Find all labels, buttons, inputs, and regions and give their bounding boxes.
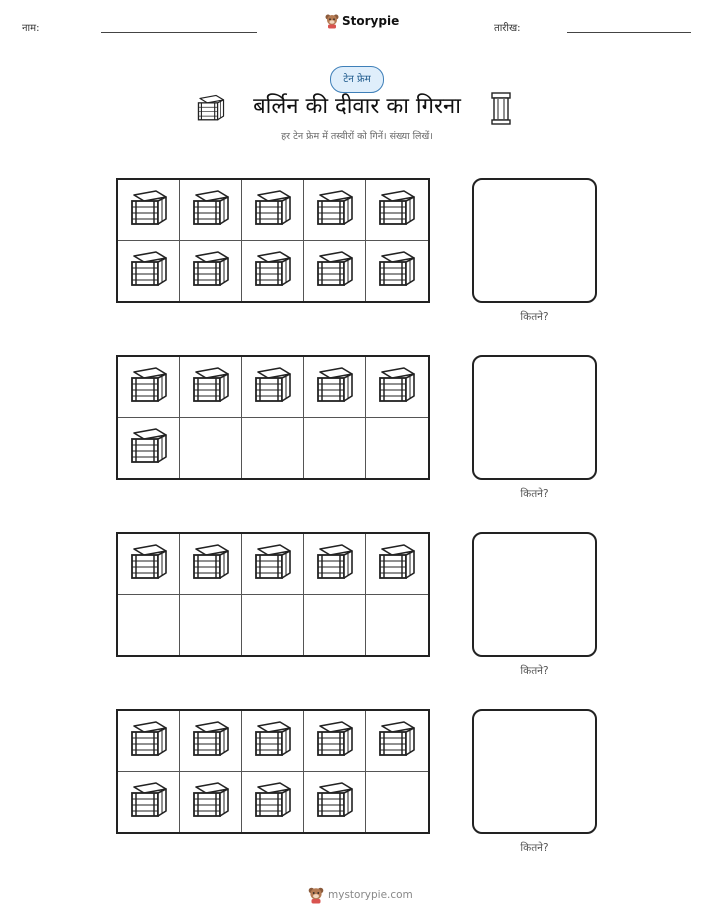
frame-cell	[366, 180, 428, 241]
ten-frame-1	[116, 178, 430, 303]
frame-cell	[242, 180, 304, 241]
bear-mascot-icon	[308, 886, 324, 904]
frame-cell	[118, 772, 180, 833]
wooden-crate-icon	[376, 543, 418, 585]
instructions: हर टेन फ्रेम में तस्वीरों को गिनें। संख्या लिखें।	[281, 131, 433, 142]
frame-cell	[118, 595, 180, 656]
frame-cell	[118, 180, 180, 241]
wooden-crate-icon	[195, 94, 227, 122]
frame-cell	[242, 357, 304, 418]
answer-box-3[interactable]	[472, 532, 597, 657]
wooden-crate-icon	[314, 250, 356, 292]
wooden-crate-icon	[376, 250, 418, 292]
ten-frame-badge: टेन फ्रेम	[330, 66, 384, 93]
wooden-crate-icon	[190, 189, 232, 231]
footer	[308, 886, 413, 904]
wooden-crate-icon	[314, 720, 356, 762]
answer-box-1[interactable]	[472, 178, 597, 303]
frame-cell	[366, 595, 428, 656]
bear-mascot-icon	[325, 13, 339, 29]
frame-cell	[180, 180, 242, 241]
frame-cell	[180, 711, 242, 772]
frame-cell	[242, 711, 304, 772]
date-label: तारीख:	[494, 23, 521, 34]
wooden-crate-icon	[190, 781, 232, 823]
frame-cell	[366, 772, 428, 833]
brand-name: Storypie	[342, 14, 400, 28]
frame-cell	[304, 772, 366, 833]
frame-cell	[366, 241, 428, 302]
wooden-crate-icon	[128, 543, 170, 585]
wooden-crate-icon	[376, 189, 418, 231]
ten-frame-2	[116, 355, 430, 480]
count-prompt-2: कितने?	[520, 488, 549, 500]
answer-box-4[interactable]	[472, 709, 597, 834]
frame-cell	[118, 357, 180, 418]
wooden-crate-icon	[376, 720, 418, 762]
wooden-crate-icon	[314, 543, 356, 585]
frame-cell	[118, 241, 180, 302]
frame-cell	[242, 772, 304, 833]
name-line[interactable]	[101, 32, 257, 33]
wooden-crate-icon	[252, 366, 294, 408]
ten-frame-3	[116, 532, 430, 657]
count-prompt-1: कितने?	[520, 311, 549, 323]
frame-cell	[242, 241, 304, 302]
frame-cell	[180, 241, 242, 302]
wall-pillar-icon	[490, 91, 512, 125]
frame-cell	[304, 180, 366, 241]
frame-cell	[118, 711, 180, 772]
frame-cell	[304, 418, 366, 479]
wooden-crate-icon	[128, 366, 170, 408]
answer-box-2[interactable]	[472, 355, 597, 480]
frame-cell	[180, 534, 242, 595]
wooden-crate-icon	[128, 427, 170, 469]
frame-cell	[242, 418, 304, 479]
wooden-crate-icon	[314, 189, 356, 231]
count-prompt-4: कितने?	[520, 842, 549, 854]
wooden-crate-icon	[252, 189, 294, 231]
frame-cell	[242, 595, 304, 656]
wooden-crate-icon	[190, 720, 232, 762]
wooden-crate-icon	[128, 189, 170, 231]
frame-cell	[304, 534, 366, 595]
wooden-crate-icon	[128, 781, 170, 823]
wooden-crate-icon	[128, 250, 170, 292]
brand-logo	[325, 13, 399, 29]
frame-cell	[180, 772, 242, 833]
frame-cell	[304, 241, 366, 302]
frame-cell	[304, 711, 366, 772]
wooden-crate-icon	[252, 543, 294, 585]
wooden-crate-icon	[128, 720, 170, 762]
wooden-crate-icon	[314, 366, 356, 408]
ten-frame-4	[116, 709, 430, 834]
frame-cell	[180, 357, 242, 418]
frame-cell	[118, 534, 180, 595]
wooden-crate-icon	[252, 720, 294, 762]
wooden-crate-icon	[190, 543, 232, 585]
frame-cell	[366, 711, 428, 772]
wooden-crate-icon	[252, 250, 294, 292]
frame-cell	[180, 418, 242, 479]
wooden-crate-icon	[252, 781, 294, 823]
footer-site-link[interactable]: mystorypie.com	[328, 889, 413, 901]
frame-cell	[118, 418, 180, 479]
wooden-crate-icon	[190, 250, 232, 292]
frame-cell	[180, 595, 242, 656]
wooden-crate-icon	[376, 366, 418, 408]
wooden-crate-icon	[190, 366, 232, 408]
frame-cell	[366, 357, 428, 418]
frame-cell	[304, 595, 366, 656]
frame-cell	[366, 418, 428, 479]
frame-cell	[366, 534, 428, 595]
date-line[interactable]	[567, 32, 691, 33]
frame-cell	[304, 357, 366, 418]
count-prompt-3: कितने?	[520, 665, 549, 677]
page-title: बर्लिन की दीवार का गिरना	[253, 94, 461, 119]
frame-cell	[242, 534, 304, 595]
name-label: नाम:	[22, 23, 40, 34]
wooden-crate-icon	[314, 781, 356, 823]
